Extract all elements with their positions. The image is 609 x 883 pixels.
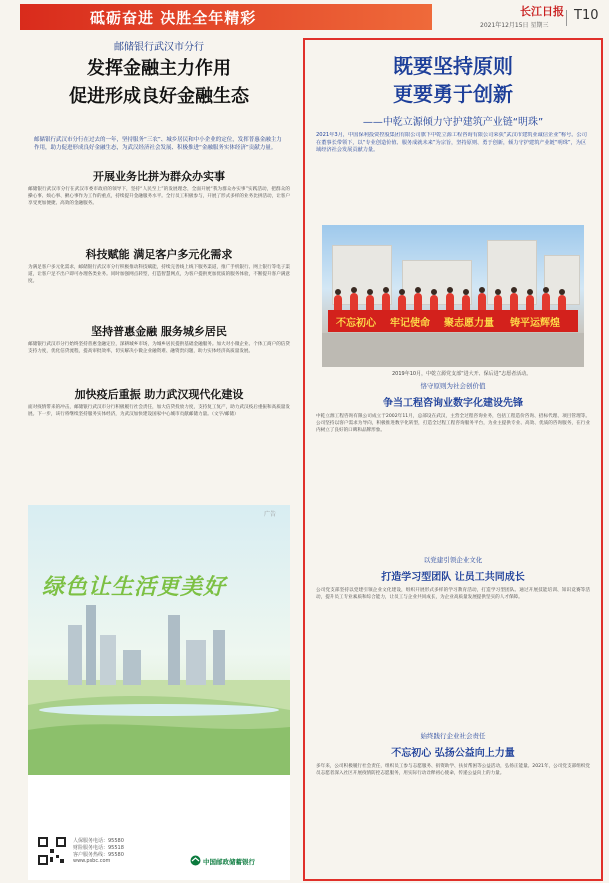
right-headline-line1: 既要坚持原则 [393,54,513,78]
left-kicker: 邮储银行武汉市分行 [114,42,204,53]
section-kicker: 以党建引领企业文化 [423,556,483,564]
banner-text: 牢记使命 [390,318,430,329]
header-divider [566,10,567,26]
photo-red-banner [328,310,578,332]
right-subheadline: ——中乾立源倾力守护建筑产业链“明珠” [362,117,544,128]
header-title: 砥砺奋进 决胜全年精彩 [90,9,257,27]
left-section-body: 邮储银行武汉市分行在武汉市委市政府的领导下，坚持“人民至上”的发展理念，全面开展“我为群众办实事”实践活动，把群众的操心事、烦心事、揪心事作为工作的重点，持续提升金融服务水平。全行员工积极参与，开展了形式多样的业务比拼活动，让客户享受更加便捷、高效的金融服务。 [28,187,290,206]
page-header [0,0,609,32]
left-section-title: 加快疫后重振 助力武汉现代化建设 [74,388,244,401]
postal-bank-logo-icon [190,855,201,866]
issue-date: 2021年12月15日 星期三 [480,22,549,29]
ad-website: www.psbc.com [73,858,111,864]
section-body: 中乾立源工程咨询有限公司成立于2002年11月，总部设在武汉，主营全过程咨询业务，包括工程造价咨询、招标代理、项目管理等。公司坚持以客户需求为导向，积极推进数字化转型，打造全过程工程咨询服务平台，为业主提供专业、高效、优质的咨询服务，在行业内树立了良好的口碑和品牌形象。 [316,414,590,433]
ad-slogan: 绿色让生活更美好 [42,575,227,600]
ad-label: 广告 [264,511,277,518]
ad-city-scene [28,505,290,775]
ad-bank-name: 中国邮政储蓄银行 [203,858,255,866]
left-section-title: 开展业务比拼为群众办实事 [93,170,225,183]
left-section-body: 邮储银行武汉市分行始终坚持普惠金融定位，深耕城乡市场，为城乡居民提供基础金融服务。加大对小微企业、个体工商户的信贷支持力度，优化信贷流程，提高审批效率，切实解决小微企业融资难、融资贵问题，助力实体经济高质量发展。 [28,342,290,354]
banner-text: 聚志愿力量 [444,318,494,329]
banner-text: 不忘初心 [336,318,376,329]
left-section-body: 为满足客户多元化需求，邮储银行武汉市分行积极推动科技赋能，持续完善线上线下服务渠道，推广手机银行、网上银行等电子渠道，让客户足不出户即可办理各类业务。同时加强网点转型，打造智慧网点，为客户提供更加优质的服务体验，不断提升客户满意度。 [28,265,290,284]
right-headline-line2: 更要勇于创新 [393,82,513,106]
ad-hotline: 客户服务热线：95580 [73,852,124,858]
left-headline-line1: 发挥金融主力作用 [87,58,231,79]
photo-caption: 2019年10月，中乾立源党支部“进大开、保后进”志愿者活动。 [392,371,532,377]
left-section-body: 面对疫情带来的冲击，邮储银行武汉市分行积极履行社会责任，加大信贷投放力度，支持复工复产，助力武汉疫后重振和高质量发展。下一步，该行将继续坚持服务实体经济，为武汉加快建设国家中心城市贡献邮储力量。（文字/邮储） [28,405,290,417]
city-skyline-illustration [28,505,290,775]
section-title: 打造学习型团队 让员工共同成长 [381,572,525,583]
left-headline-line2: 促进形成良好金融生态 [69,86,249,107]
section-title: 争当工程咨询业数字化建设先锋 [383,398,523,409]
qr-code-icon [38,837,66,865]
right-lead: 2021年3月，中国保利投资控股集团有限公司旗下中乾立源工程咨询有限公司荣获“武汉市建筑业诚信企业”称号。公司在董事长带领下，以“专业创造价值、服务成就未来”为宗旨，坚持原则、勇于创新，倾力守护建筑产业链“明珠”，为区域经济社会发展贡献力量。 [316,132,587,153]
section-kicker: 恪守原则为社会创价值 [420,382,486,390]
section-body: 公司党支部坚持以党建引领企业文化建设，组织开展形式多样的学习教育活动，打造学习型团队。通过开展技能培训、知识竞赛等活动，提升员工专业素质和综合能力，让员工与企业共同成长，为企业高质量发展提供坚实的人才保障。 [316,588,590,600]
page-number: T10 [574,8,599,23]
section-body: 多年来，公司积极履行社会责任，组织员工参与志愿服务、捐资助学、扶贫帮困等公益活动，弘扬正能量。2021年，公司党支部组织党员志愿者深入社区开展疫情防控志愿服务，用实际行动诠释初心使命，传递公益向上的力量。 [316,764,590,776]
left-section-title: 坚持普惠金融 服务城乡居民 [91,325,227,338]
ad-hotline: 人保服务电话：95580 [73,838,124,844]
left-lead: 邮储银行武汉市分行在过去的一年，坚持服务“三农”、城乡居民和中小企业的定位，发挥普惠金融主力作用，助力促进形成良好金融生态，为武汉经济社会发展、积极推进“金融服务实体经济”贡献力量。 [34,137,282,151]
banner-text: 铸平运辉煌 [510,318,560,329]
newspaper-logo: 长江日报 [520,5,564,18]
volunteer-team-photo [322,225,584,367]
section-kicker: 始终践行企业社会责任 [420,732,486,740]
left-section-title: 科技赋能 满足客户多元化需求 [85,248,233,261]
ad-hotline: 财险服务电话：95518 [73,845,124,851]
section-title: 不忘初心 弘扬公益向上力量 [391,748,515,759]
bank-advertisement [28,505,290,880]
